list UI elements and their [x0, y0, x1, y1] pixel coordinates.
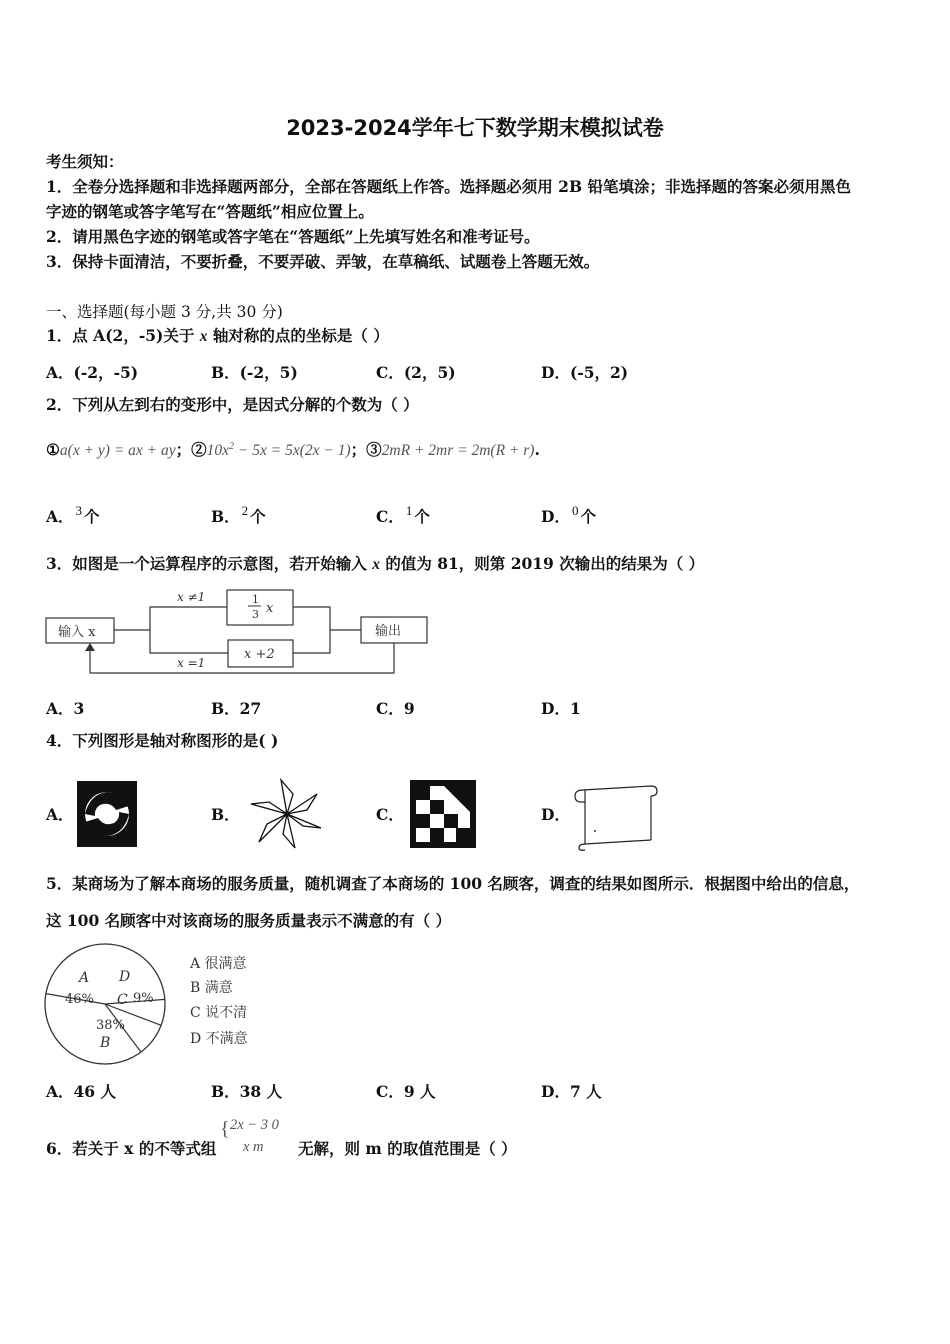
divide-box	[227, 590, 293, 625]
q4-option-d[interactable]: D．	[541, 805, 570, 824]
q1-option-b[interactable]: B．(-2，5)	[211, 363, 298, 382]
satisfaction-pie-chart	[40, 940, 280, 1068]
q2-option-a[interactable]	[46, 505, 100, 527]
q5-option-a[interactable]: A．46 人	[46, 1082, 116, 1101]
q2-d-unit: 个	[580, 507, 596, 526]
output-label: 输出	[375, 624, 402, 639]
separator-2: ；③	[350, 440, 382, 460]
fraction-variable: x	[266, 601, 274, 616]
circle-1: ①	[46, 440, 60, 460]
q2-b-unit: 个	[250, 507, 266, 526]
legend-b: B 满意	[190, 980, 233, 996]
legend-d: D 不满意	[190, 1031, 248, 1047]
q4-option-b[interactable]: B．	[211, 805, 240, 824]
notice-heading: 考生须知：	[46, 152, 124, 171]
question-6-stem-b: 无解，则 m 的取值范围是（ ）	[298, 1139, 517, 1158]
q2-c-label: C．	[376, 507, 404, 526]
q1-option-d[interactable]: D．(-5，2)	[541, 363, 629, 382]
question-5-stem-a: 5．某商场为了解本商场的服务质量，随机调查了本商场的 100 名顾客，调查的结果如图所示．根据图中给出的信息，	[46, 874, 860, 893]
q1-option-c[interactable]: C．(2，5)	[376, 363, 456, 382]
q1-variable: x	[199, 328, 208, 345]
q2-d-label: D．	[541, 507, 570, 526]
notice-line-2: 2．请用黑色字迹的钢笔或答字笔在“答题纸”上先填写姓名和准考证号。	[46, 227, 540, 246]
question-3-stem	[46, 554, 704, 575]
top-branch-right	[293, 607, 361, 630]
feedback-loop	[90, 643, 394, 673]
q5-option-d[interactable]: D．7 人	[541, 1082, 602, 1101]
q3-variable: x	[372, 556, 380, 573]
q5-option-c[interactable]: C．9 人	[376, 1082, 436, 1101]
fraction-denominator: 3	[252, 608, 259, 621]
checker-pattern-figure	[409, 779, 477, 849]
legend-c: C 说不清	[190, 1005, 248, 1021]
notice-line-3: 3．保持卡面清洁，不要折叠，不要弄破、弄皱，在草稿纸、试题卷上答题无效。	[46, 252, 600, 271]
bottom-branch-right	[293, 630, 330, 653]
q5-option-b[interactable]: B．38 人	[211, 1082, 283, 1101]
q2-d-number: 0	[571, 503, 579, 518]
expression-2b: − 5x = 5x(2x − 1)	[234, 442, 351, 460]
bottom-condition: x =1	[177, 656, 206, 670]
top-branch-left	[114, 607, 227, 630]
separator-1: ；②	[175, 440, 207, 460]
q2-b-number: 2	[241, 503, 249, 518]
flowchart-diagram	[42, 585, 442, 685]
q2-a-unit: 个	[84, 507, 100, 526]
notice-line-1a: 1．全卷分选择题和非选择题两部分，全部在答题纸上作答。选择题必须用 2B 铅笔填涂；非选择题的答案必须用黑色	[46, 177, 851, 196]
slice-a-value: 46%	[65, 992, 94, 1007]
slice-c-label: C	[117, 992, 128, 1008]
expression-1: a(x + y) = ax + ay	[59, 442, 176, 460]
question-5-stem-b: 这 100 名顾客中对该商场的服务质量表示不满意的有（ ）	[46, 911, 452, 930]
q3-option-d[interactable]: D．1	[541, 699, 581, 718]
brace-icon: {	[220, 1118, 230, 1140]
expression-2-exponent: 2	[229, 441, 235, 452]
question-4-stem: 4．下列图形是轴对称图形的是( )	[46, 731, 279, 750]
page-title: 2023-2024学年七下数学期末模拟试卷	[286, 116, 664, 140]
slice-a-label: A	[79, 970, 90, 986]
q4-option-a[interactable]: A．	[46, 805, 74, 824]
feedback-arrow	[85, 643, 95, 651]
slice-c-value: 9%	[133, 991, 154, 1006]
add-operation: x +2	[244, 647, 275, 662]
q2-c-unit: 个	[414, 507, 430, 526]
inequality-2: x m	[243, 1139, 264, 1155]
question-2-stem: 2．下列从左到右的变形中，是因式分解的个数为（ ）	[46, 395, 419, 414]
expression-2a: 10x	[206, 442, 230, 460]
slice-d-label: D	[119, 969, 131, 985]
q3-stem-text-end: 的值为 81，则第 2019 次输出的结果为（ ）	[379, 554, 705, 573]
bottom-branch-left	[150, 630, 228, 653]
q3-option-c[interactable]: C．9	[376, 699, 415, 718]
question-6-stem-a: 6．若关于 x 的不等式组	[46, 1139, 217, 1158]
q1-option-a[interactable]: A．(-2，-5)	[46, 363, 139, 382]
slice-b-label: B	[100, 1035, 111, 1051]
section-heading: 一、选择题(每小题 3 分,共 30 分)	[46, 303, 283, 321]
input-label: 输入 x	[58, 625, 96, 640]
q1-stem-text: 1．点 A(2，-5)关于	[46, 326, 200, 345]
q2-a-number: 3	[75, 503, 83, 518]
swirl-emblem-figure	[76, 780, 138, 848]
legend-a: A 很满意	[190, 956, 247, 972]
q2-c-number: 1	[405, 503, 413, 518]
expression-3: 2mR + 2mr = 2m(R + r)	[381, 442, 535, 460]
q3-stem-text: 3．如图是一个运算程序的示意图，若开始输入	[46, 554, 373, 573]
q3-option-b[interactable]: B．27	[211, 699, 262, 718]
q3-option-a[interactable]: A．3	[46, 699, 85, 718]
inequality-1: 2x − 3 0	[230, 1117, 279, 1133]
q2-b-label: B．	[211, 507, 240, 526]
fraction-numerator: 1	[252, 593, 259, 606]
pinwheel-figure	[247, 776, 327, 852]
q2-option-b[interactable]	[211, 505, 266, 527]
q1-stem-text-end: 轴对称的点的坐标是（ ）	[207, 326, 389, 345]
q2-expressions	[46, 437, 540, 461]
notice-line-1b: 字迹的钢笔或答字笔写在“答题纸”相应位置上。	[46, 202, 374, 221]
q2-option-d[interactable]	[541, 505, 596, 527]
question-1-stem	[46, 326, 389, 347]
period: .	[534, 440, 540, 460]
scroll-figure	[571, 778, 661, 852]
q4-option-c[interactable]: C．	[376, 805, 404, 824]
top-condition: x ≠1	[177, 590, 206, 604]
q2-a-label: A．	[46, 507, 74, 526]
q2-option-c[interactable]	[376, 505, 430, 527]
slice-b-value: 38%	[96, 1018, 125, 1033]
